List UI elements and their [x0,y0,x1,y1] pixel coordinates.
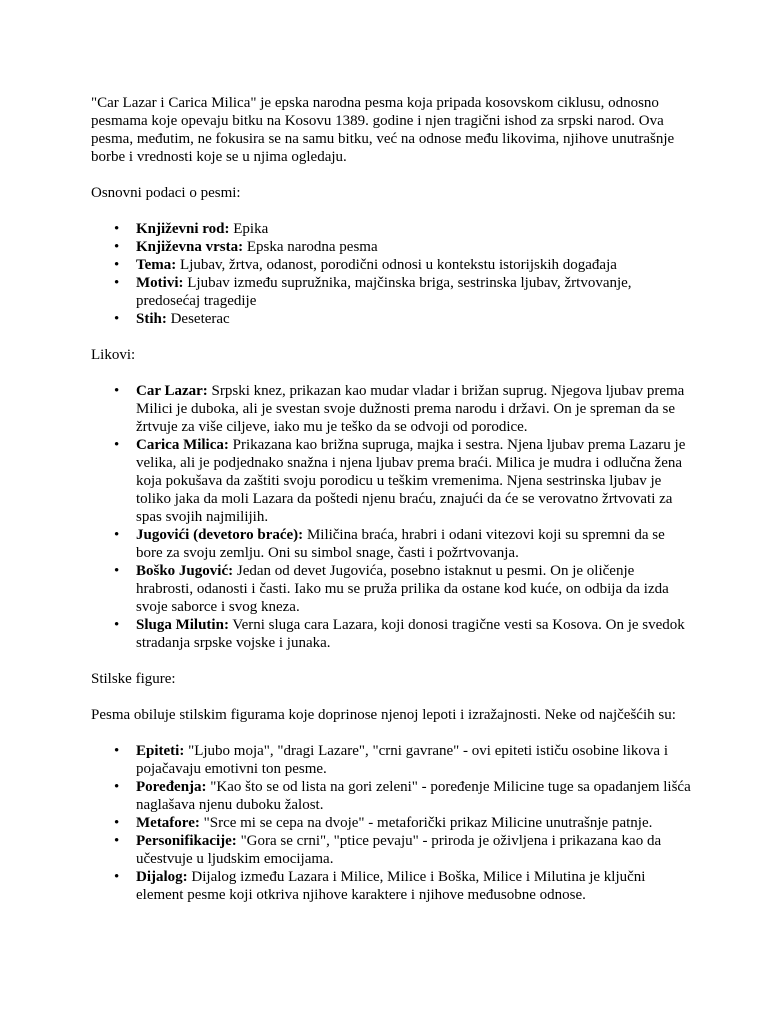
list-item-term: Personifikacije: [136,833,237,849]
list-item-text: Dijalog između Lazara i Milice, Milice i Boška, Milice i Milutina je ključni element pesme koji otkriva njihove karaktere i njihove međusobne odnose. [136,869,646,903]
list-item-term: Poređenja: [136,779,207,795]
list-item [114,436,691,526]
basic-info-heading: Osnovni podaci o pesmi: [91,185,241,201]
list-item [114,562,691,616]
document-page [91,94,691,922]
list-item-text: Ljubav između supružnika, majčinska briga, sestrinska ljubav, žrtvovanje, predosećaj tragedije [136,275,632,309]
characters-heading: Likovi: [91,347,136,363]
list-item-text: Verni sluga cara Lazara, koji donosi tragične vesti sa Kosova. On je svedok stradanja srpske vojske i junaka. [136,617,685,651]
list-item-term: Motivi: [136,275,184,291]
bullet-icon: • [114,437,120,453]
list-item-term: Dijalog: [136,869,188,885]
list-item [114,310,691,328]
list-item [114,256,691,274]
list-item-text: "Gora se crni", "ptice pevaju" - priroda je oživljena i prikazana kao da učestvuje u ljudskim emocijama. [136,833,662,867]
list-item-text: Jedan od devet Jugovića, posebno istaknut u pesmi. On je oličenje hrabrosti, odanosti i časti. Iako mu se pruža prilika da ostane kod kuće, on odbija da izda svoje saborce i svog kneza. [136,563,669,615]
bullet-icon: • [114,869,120,885]
bullet-icon: • [114,275,120,291]
bullet-icon: • [114,779,120,795]
figures-list [91,742,691,904]
list-item-term: Sluga Milutin: [136,617,229,633]
figures-intro-paragraph: Pesma obiluje stilskim figurama koje doprinose njenoj lepoti i izražajnosti. Neke od najčešćih su: [91,707,676,723]
bullet-icon: • [114,617,120,633]
list-item-term: Epiteti: [136,743,185,759]
list-item-term: Jugovići (devetoro braće): [136,527,304,543]
list-item [114,814,691,832]
list-item [114,616,691,652]
list-item [114,274,691,310]
basic-info-list [91,220,691,328]
list-item [114,778,691,814]
list-item-text: Prikazana kao brižna supruga, majka i sestra. Njena ljubav prema Lazaru je velika, ali je podjednako snažna i njena ljubav prema braći. Milica je mudra i odlučna žena koja pokušava da zaštiti svoju porodicu u teškim vremenima. Njena sestrinska ljubav je toliko jaka da moli Lazara da poštedi njenu braću, znajući da će se verovatno žrtvovati za spas svojih najmilijih. [136,437,686,525]
list-item-text: Epika [229,221,269,237]
list-item [114,526,691,562]
list-item-text: Ljubav, žrtva, odanost, porodični odnosi u kontekstu istorijskih događaja [176,257,617,273]
bullet-icon: • [114,743,120,759]
bullet-icon: • [114,239,120,255]
bullet-icon: • [114,563,120,579]
list-item [114,742,691,778]
list-item-text: "Ljubo moja", "dragi Lazare", "crni gavrane" - ovi epiteti ističu osobine likova i pojačavaju emotivni ton pesme. [136,743,669,777]
figures-heading: Stilske figure: [91,671,176,687]
list-item-text: "Srce mi se cepa na dvoje" - metaforički prikaz Milicine unutrašnje patnje. [199,815,653,831]
bullet-icon: • [114,221,120,237]
list-item-text: "Kao što se od lista na gori zeleni" - poređenje Milicine tuge sa opadanjem lišća naglašava njenu duboku žalost. [136,779,691,813]
characters-list [91,382,691,652]
list-item [114,220,691,238]
intro-paragraph: "Car Lazar i Carica Milica" je epska narodna pesma koja pripada kosovskom ciklusu, odnosno pesmama koje opevaju bitku na Kosovu 1389. godine i njen tragični ishod za srpski narod. Ova pesma, međutim, ne fokusira se na samu bitku, već na odnose među likovima, njihove unutrašnje borbe i vrednosti koje se u njima ogledaju. [91,95,675,165]
list-item-text: Epska narodna pesma [243,239,378,255]
list-item-term: Književna vrsta: [136,239,244,255]
list-item-text: Miličina braća, hrabri i odani vitezovi koji su spremni da se bore za svoju zemlju. Oni su simbol snage, časti i požrtvovanja. [136,527,665,561]
list-item-term: Carica Milica: [136,437,229,453]
bullet-icon: • [114,527,120,543]
bullet-icon: • [114,815,120,831]
list-item-term: Stih: [136,311,167,327]
list-item-term: Metafore: [136,815,200,831]
bullet-icon: • [114,311,120,327]
list-item-term: Književni rod: [136,221,230,237]
list-item-text: Deseterac [166,311,230,327]
list-item [114,832,691,868]
list-item [114,238,691,256]
list-item-term: Tema: [136,257,177,273]
bullet-icon: • [114,833,120,849]
list-item [114,868,691,904]
list-item-term: Car Lazar: [136,383,208,399]
bullet-icon: • [114,383,120,399]
list-item-term: Boško Jugović: [136,563,234,579]
list-item-text: Srpski knez, prikazan kao mudar vladar i brižan suprug. Njegova ljubav prema Milici je duboka, ali je svestan svoje dužnosti prema narodu i državi. On je spreman da se žrtvuje za više ciljeve, iako mu je teško da se odvoji od porodice. [136,383,685,435]
bullet-icon: • [114,257,120,273]
list-item [114,382,691,436]
